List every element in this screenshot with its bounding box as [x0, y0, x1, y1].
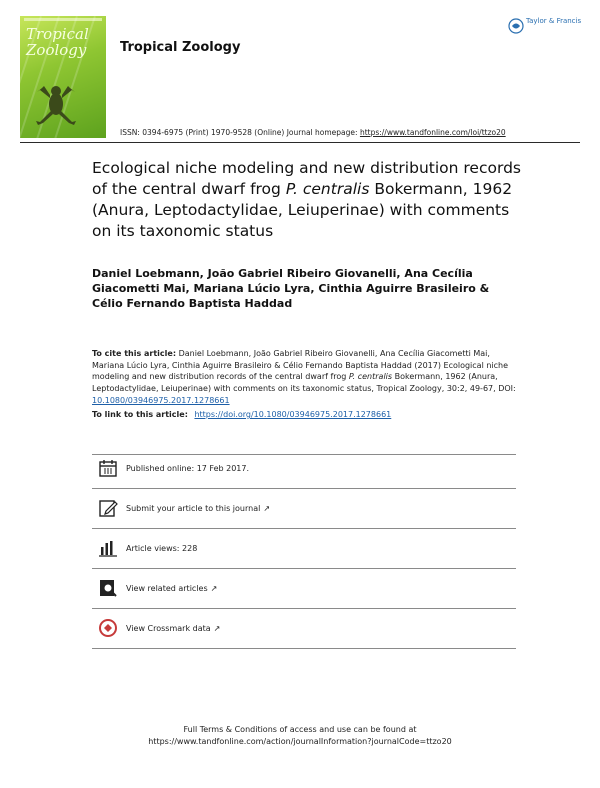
footer-terms: Full Terms & Conditions of access and use can be found at https://www.tandfonline.com/action/journalInformation?journalCode=ttzo20 — [0, 724, 600, 748]
article-title: Ecological niche modeling and new distribution records of the central dwarf frog P. centralis Bokermann, 1962 (Anura, Leptodactylidae, Leiuperinae) with comments on its taxonomic status — [92, 159, 521, 240]
external-link-icon: ↗ — [210, 584, 218, 593]
citation-block: To cite this article: Daniel Loebmann, João Gabriel Ribeiro Giovanelli, Ana Cecília Giacometti Mai, Mariana Lúcio Lyra, Cinthia Aguirre Brasileiro & Célio Fernando Baptista Haddad (2017) Ecological niche modeling and new distribution records of the central dwarf frog P. centralis Bokermann, 1962 (Anura, Leptodactylidae, Leiuperinae) with comments on its taxonomic status, Tropical Zoology, 30:2, 49-67, DOI: 10.1080/03946975.2017.1278661 — [92, 349, 516, 405]
crossmark-link[interactable]: View Crossmark data ↗ — [126, 624, 221, 633]
article-link-line — [92, 410, 391, 419]
cover-header-bar — [24, 18, 102, 21]
article-views: Article views: 228 — [126, 544, 198, 553]
bar-chart-icon — [98, 538, 118, 558]
citation-label: To cite this article: — [92, 349, 177, 358]
search-document-icon — [98, 578, 118, 598]
related-articles-link[interactable]: View related articles ↗ — [126, 584, 218, 593]
issn-line — [120, 128, 506, 137]
journal-name: Tropical Zoology — [120, 40, 241, 55]
frog-silhouette-icon — [34, 78, 82, 128]
journal-cover — [20, 16, 106, 138]
published-date: Published online: 17 Feb 2017. — [126, 464, 250, 473]
crossmark-icon — [98, 618, 118, 638]
article-authors: Daniel Loebmann, João Gabriel Ribeiro Giovanelli, Ana Cecília Giacometti Mai, Mariana Lúcio Lyra, Cinthia Aguirre Brasileiro & Célio Fernando Baptista Haddad — [92, 267, 490, 310]
divider — [92, 648, 516, 649]
citation-doi-link[interactable]: 10.1080/03946975.2017.1278661 — [92, 395, 230, 405]
footer-terms-link[interactable]: https://www.tandfonline.com/action/journalInformation?journalCode=ttzo20 — [148, 737, 452, 746]
divider — [92, 608, 516, 609]
header-divider — [20, 142, 580, 143]
submit-article-link[interactable]: Submit your article to this journal ↗ — [126, 504, 271, 513]
link-label: To link to this article: — [92, 410, 188, 419]
edit-pencil-icon — [98, 498, 118, 518]
cover-title: Tropical Zoology — [26, 25, 89, 59]
publisher-logo-icon — [508, 18, 524, 34]
species-name: P. centralis — [285, 180, 370, 198]
journal-homepage-link[interactable]: https://www.tandfonline.com/loi/ttzo20 — [359, 128, 506, 137]
divider — [92, 454, 516, 455]
external-link-icon: ↗ — [263, 504, 271, 513]
divider — [92, 488, 516, 489]
calendar-icon — [98, 458, 118, 478]
divider — [92, 528, 516, 529]
issn-label: ISSN: 0394-6975 (Print) 1970-9528 (Online) Journal homepage: — [120, 128, 358, 137]
external-link-icon: ↗ — [213, 624, 221, 633]
publisher-logo: Taylor & Francis — [508, 16, 580, 38]
divider — [92, 568, 516, 569]
article-doi-link[interactable]: https://doi.org/10.1080/03946975.2017.1278661 — [194, 410, 392, 419]
